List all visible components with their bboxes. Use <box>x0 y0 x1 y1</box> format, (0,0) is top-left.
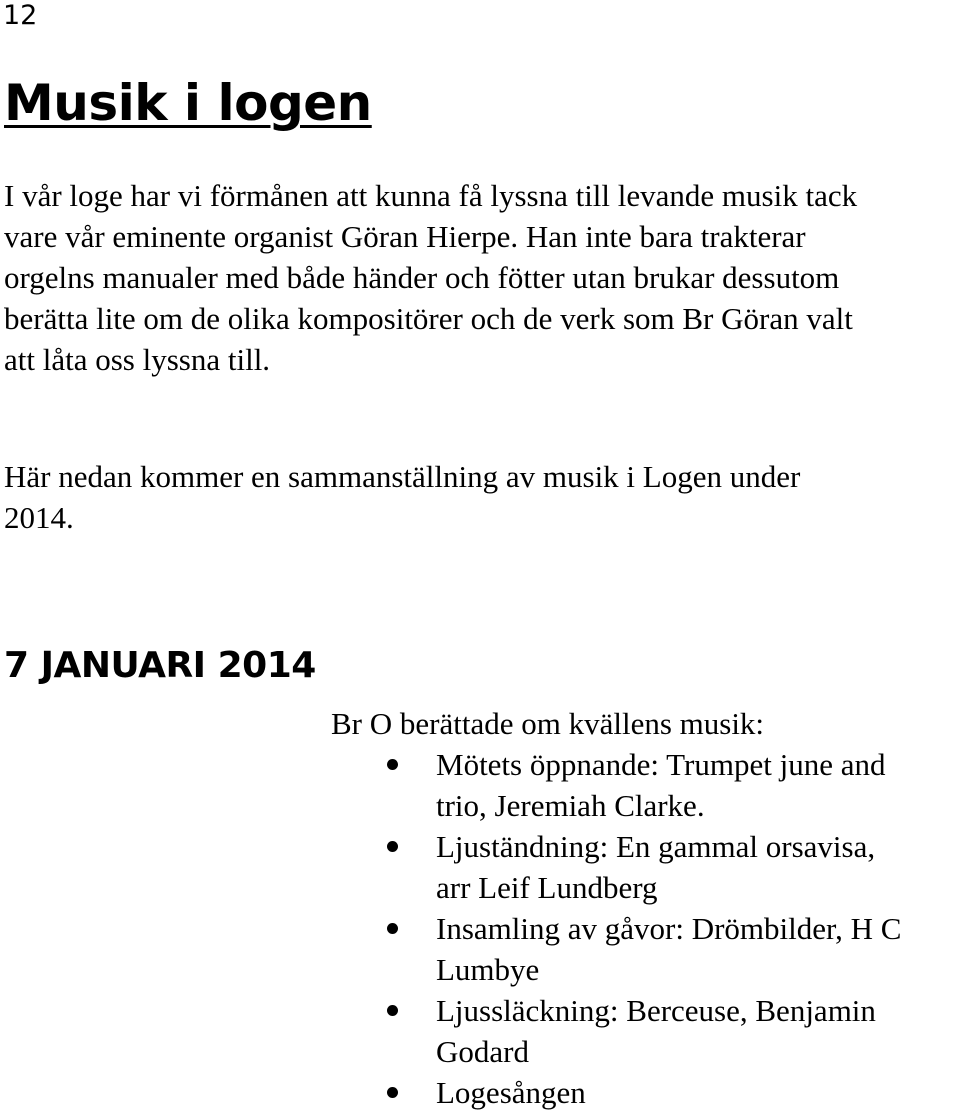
list-item-line: Logesången <box>436 1075 586 1110</box>
list-item-line: Mötets öppnande: Trumpet june and <box>436 747 886 782</box>
list-item-line: Ljussläckning: Berceuse, Benjamin <box>436 993 876 1028</box>
intro-line: I vår loge har vi förmånen att kunna få lyssna till levande musik tack <box>4 178 858 213</box>
list-item-line: Insamling av gåvor: Drömbilder, H C <box>436 911 902 946</box>
section-intro-line: Br O berättade om kvällens musik: <box>331 706 765 741</box>
bullet-icon <box>387 923 398 934</box>
bullet-icon <box>387 759 398 770</box>
list-item-line: arr Leif Lundberg <box>436 870 658 905</box>
music-list <box>0 744 960 1113</box>
list-item <box>0 744 960 826</box>
summary-paragraph <box>4 456 800 538</box>
list-item <box>0 826 960 908</box>
list-item <box>0 990 960 1072</box>
list-item-line: Ljuständning: En gammal orsavisa, <box>436 829 876 864</box>
bullet-icon <box>387 1005 398 1016</box>
page-number: 12 <box>3 0 38 31</box>
page-title: Musik i logen <box>4 74 372 132</box>
bullet-icon <box>387 1087 398 1098</box>
list-item <box>0 1072 960 1113</box>
intro-line: att låta oss lyssna till. <box>4 342 271 377</box>
list-item-line: Godard <box>436 1034 529 1069</box>
list-item-line: trio, Jeremiah Clarke. <box>436 788 705 823</box>
intro-paragraph <box>4 175 857 380</box>
list-item <box>0 908 960 990</box>
list-item-line: Lumbye <box>436 952 540 987</box>
intro-line: vare vår eminente organist Göran Hierpe. Han inte bara trakterar <box>4 219 806 254</box>
summary-line: Här nedan kommer en sammanställning av musik i Logen under <box>4 459 801 494</box>
summary-line: 2014. <box>4 500 74 535</box>
bullet-icon <box>387 841 398 852</box>
intro-line: berätta lite om de olika kompositörer och de verk som Br Göran valt <box>4 301 853 336</box>
intro-line: orgelns manualer med både händer och fötter utan brukar dessutom <box>4 260 840 295</box>
section-date-heading: 7 JANUARI 2014 <box>4 645 316 686</box>
